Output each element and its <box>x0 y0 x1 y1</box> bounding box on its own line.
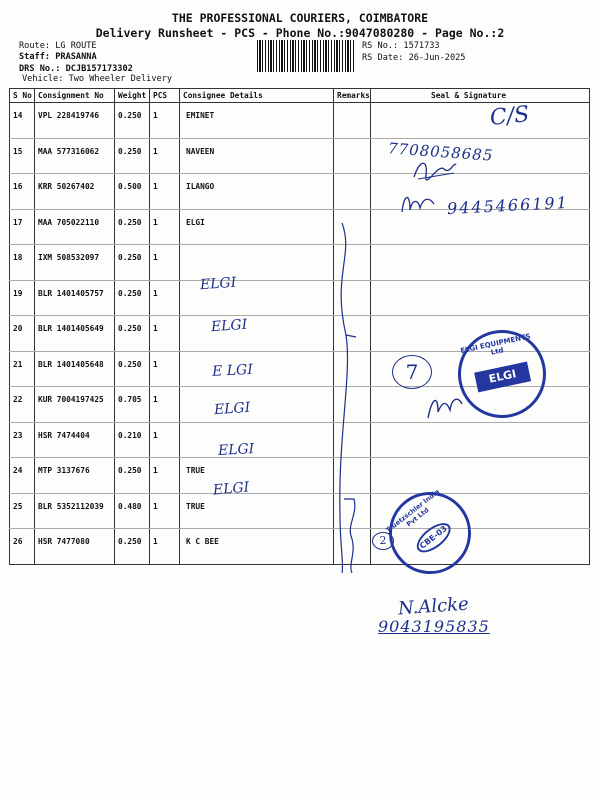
consignee-cell: NAVEEN <box>180 138 334 174</box>
table-row <box>10 280 590 316</box>
handwritten-elgi: ELGI <box>212 479 250 499</box>
pcs-cell: 1 <box>150 245 180 281</box>
consignee-cell: TRUE <box>180 458 334 494</box>
column-header: Seal & Signature <box>371 89 590 103</box>
handwritten-elgi: ELGI <box>199 274 237 294</box>
signature-cell <box>371 245 590 281</box>
column-header: Remarks <box>334 89 371 103</box>
weight-cell: 0.250 <box>115 351 150 387</box>
consignment-cell: BLR 1401405649 <box>35 316 115 352</box>
pcs-cell: 1 <box>150 209 180 245</box>
pcs-cell: 1 <box>150 174 180 210</box>
weight-cell: 0.250 <box>115 316 150 352</box>
sno-cell: 19 <box>10 280 35 316</box>
pcs-cell: 1 <box>150 529 180 565</box>
handwritten-phone: 7708058685 <box>387 139 494 165</box>
sno-cell: 24 <box>10 458 35 494</box>
weight-cell: 0.250 <box>115 209 150 245</box>
signature-cs: C/S <box>488 102 531 131</box>
consignment-cell: MAA 705022110 <box>35 209 115 245</box>
handwritten-elgi: ELGI <box>213 399 251 419</box>
column-header: PCS <box>150 89 180 103</box>
pcs-cell: 1 <box>150 103 180 139</box>
pcs-cell: 1 <box>150 138 180 174</box>
stamp-ring-text: ELGI EQUIPMENTS Ltd <box>459 332 532 357</box>
column-header: Consignee Details <box>180 89 334 103</box>
remarks-cell <box>334 103 371 139</box>
consignment-cell: BLR 1401405648 <box>35 351 115 387</box>
sno-cell: 21 <box>10 351 35 387</box>
signature-cell <box>371 280 590 316</box>
consignee-cell <box>180 316 334 352</box>
circled-number-text: 2 <box>379 534 387 547</box>
table-row <box>10 422 590 458</box>
rs-number: RS No.: 1571733 <box>362 41 440 51</box>
weight-cell: 0.250 <box>115 103 150 139</box>
svg-text:E LGI: E LGI <box>211 361 254 380</box>
table-header-row <box>10 89 590 103</box>
signature-scribble <box>424 388 464 424</box>
runsheet-table <box>9 88 590 565</box>
pcs-cell: 1 <box>150 280 180 316</box>
circled-number-text: 7 <box>405 360 419 384</box>
consignment-cell: VPL 228419746 <box>35 103 115 139</box>
consignee-cell <box>180 387 334 423</box>
weight-cell: 0.210 <box>115 422 150 458</box>
sno-cell: 16 <box>10 174 35 210</box>
staff-name: PRASANNA <box>55 52 97 62</box>
pcs-cell: 1 <box>150 351 180 387</box>
sno-cell: 23 <box>10 422 35 458</box>
table-row <box>10 138 590 174</box>
signature-scribble <box>398 188 438 218</box>
consignee-cell <box>180 245 334 281</box>
handwritten-elgi: ELGI <box>210 316 248 336</box>
consignee-cell: K C BEE <box>180 529 334 565</box>
sno-cell: 17 <box>10 209 35 245</box>
handwritten-elgi: ELGI <box>217 441 255 459</box>
consignment-cell: KRR 50267402 <box>35 174 115 210</box>
sno-cell: 26 <box>10 529 35 565</box>
stamp-center-text: ELGI <box>474 362 531 393</box>
column-header: Weight <box>115 89 150 103</box>
consignee-cell: EMINET <box>180 103 334 139</box>
sno-cell: 14 <box>10 103 35 139</box>
handwritten-elgi-20 <box>210 357 270 381</box>
pcs-cell: 1 <box>150 458 180 494</box>
sno-cell: 22 <box>10 387 35 423</box>
weight-cell: 0.500 <box>115 174 150 210</box>
stamp-ring-text: Truetzschler India Pvt Ltd <box>384 487 442 535</box>
sno-cell: 25 <box>10 493 35 529</box>
sno-cell: 18 <box>10 245 35 281</box>
signature-cell <box>371 458 590 494</box>
handwritten-phone: 9043195835 <box>378 617 490 636</box>
runsheet-subtitle: Delivery Runsheet - PCS - Phone No.:9047080280 - Page No.:2 <box>95 26 505 40</box>
consignment-cell: KUR 7004197425 <box>35 387 115 423</box>
remarks-cell <box>334 138 371 174</box>
consignment-cell: HSR 7474404 <box>35 422 115 458</box>
pcs-cell: 1 <box>150 422 180 458</box>
signature-cell <box>371 422 590 458</box>
company-title: THE PROFESSIONAL COURIERS, COIMBATORE <box>171 11 429 25</box>
weight-cell: 0.250 <box>115 529 150 565</box>
consignment-cell: HSR 7477080 <box>35 529 115 565</box>
column-header: S No <box>10 89 35 103</box>
circled-number <box>392 355 432 389</box>
bracket-mark-lower <box>340 495 365 575</box>
consignment-cell: BLR 5352112039 <box>35 493 115 529</box>
table-row <box>10 458 590 494</box>
weight-cell: 0.250 <box>115 280 150 316</box>
weight-cell: 0.705 <box>115 387 150 423</box>
stamp-center-text: CBE-03 <box>412 518 456 558</box>
handwritten-phone: 9445466191 <box>446 192 570 219</box>
consignment-cell: BLR 1401405757 <box>35 280 115 316</box>
pcs-cell: 1 <box>150 316 180 352</box>
weight-cell: 0.250 <box>115 138 150 174</box>
sno-cell: 15 <box>10 138 35 174</box>
consignee-cell: ELGI <box>180 209 334 245</box>
remarks-cell <box>334 174 371 210</box>
route-label: Route: LG ROUTE <box>19 41 97 51</box>
handwritten-name: N.Alcke <box>397 593 470 620</box>
pcs-cell: 1 <box>150 493 180 529</box>
sno-cell: 20 <box>10 316 35 352</box>
staff-label: Staff: <box>19 52 51 62</box>
table-row <box>10 493 590 529</box>
barcode-image <box>257 40 354 72</box>
consignment-cell: MAA 577316062 <box>35 138 115 174</box>
pcs-cell: 1 <box>150 387 180 423</box>
initials-scribble <box>410 155 460 185</box>
drs-number: DRS No.: DCJB157173302 <box>19 64 133 74</box>
weight-cell: 0.480 <box>115 493 150 529</box>
weight-cell: 0.250 <box>115 458 150 494</box>
column-header: Consignment No <box>35 89 115 103</box>
rs-date: RS Date: 26-Jun-2025 <box>362 53 466 63</box>
weight-cell: 0.250 <box>115 245 150 281</box>
consignee-cell <box>180 422 334 458</box>
consignment-cell: IXM 508532097 <box>35 245 115 281</box>
table-row <box>10 245 590 281</box>
signature-cell <box>371 103 590 139</box>
staff-line <box>19 52 97 62</box>
vehicle-type: Vehicle: Two Wheeler Delivery <box>22 74 173 84</box>
consignee-cell: ILANGO <box>180 174 334 210</box>
table-row <box>10 529 590 565</box>
consignment-cell: MTP 3137676 <box>35 458 115 494</box>
consignee-cell: TRUE <box>180 493 334 529</box>
